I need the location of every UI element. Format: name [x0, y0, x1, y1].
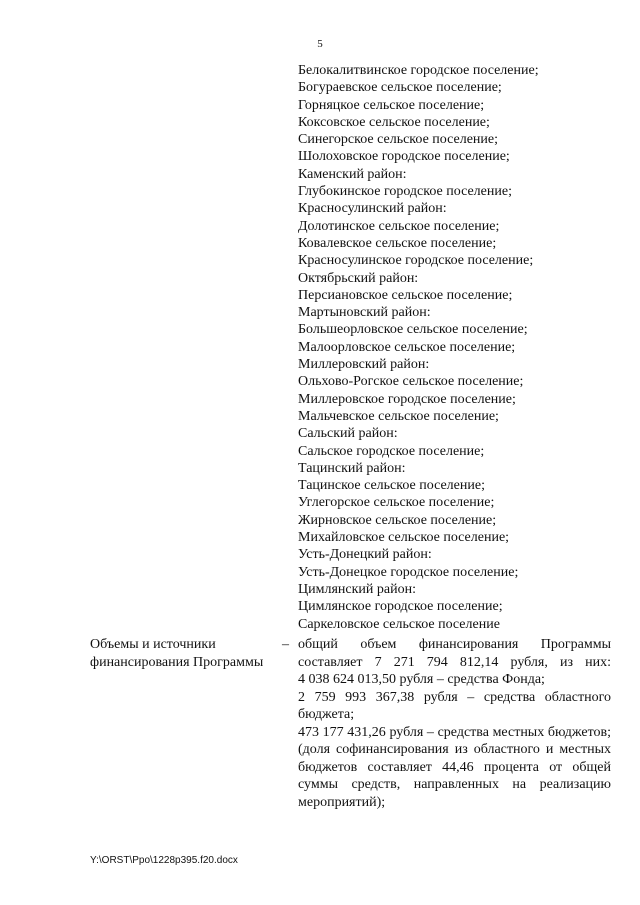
settlement-line: Тацинский район:	[298, 460, 406, 476]
file-path: Y:\ORST\Ppo\1228p395.f20.docx	[90, 855, 238, 866]
settlement-line: Ольхово-Рогское сельское поселение;	[298, 374, 524, 390]
financing-paragraph: (доля софинансирования из областного и местных бюджетов составляет 44,46 процента от общей суммы средств, направленных на реализацию мероприятий);	[298, 742, 611, 810]
settlement-line: Горняцкое сельское поселение;	[298, 97, 485, 113]
settlement-line: Михайловское сельское поселение;	[298, 530, 510, 546]
settlement-line: Цимлянское городское поселение;	[298, 599, 503, 615]
settlement-line: Тацинское сельское поселение;	[298, 478, 485, 494]
settlement-line: Шолоховское городское поселение;	[298, 149, 510, 165]
settlement-line: Мартыновский район:	[298, 305, 431, 321]
settlement-line: Персиановское сельское поселение;	[298, 287, 513, 303]
page-number: 5	[317, 38, 323, 50]
settlement-line: Глубокинское городское поселение;	[298, 184, 512, 200]
settlements-list	[298, 62, 618, 633]
settlement-line: Большеорловское сельское поселение;	[298, 322, 528, 338]
financing-paragraph: общий объем финансирования Программы составляет 7 271 794 812,14 рубля, из них:	[298, 637, 611, 670]
settlement-line: Октябрьский район:	[298, 270, 419, 286]
financing-label: Объемы и источники финансирования Программы	[90, 637, 264, 670]
settlement-line: Красносулинское городское поселение;	[298, 253, 534, 269]
settlement-line: Усть-Донецкое городское поселение;	[298, 564, 519, 580]
settlement-line: Саркеловское сельское поселение	[298, 616, 500, 632]
settlement-line: Цимлянский район:	[298, 581, 416, 597]
settlement-line: Мальчевское сельское поселение;	[298, 408, 499, 424]
settlement-line: Усть-Донецкий район:	[298, 547, 432, 563]
settlement-line: Малоорловское сельское поселение;	[298, 339, 516, 355]
settlement-line: Жирновское сельское поселение;	[298, 512, 497, 528]
financing-dash: –	[282, 637, 289, 652]
settlement-line: Углегорское сельское поселение;	[298, 495, 495, 511]
settlement-line: Сальский район:	[298, 426, 398, 442]
settlement-line: Сальское городское поселение;	[298, 443, 485, 459]
financing-paragraph: 473 177 431,26 рубля – средства местных бюджетов;	[298, 724, 611, 740]
settlement-line: Белокалитвинское городское поселение;	[298, 63, 539, 78]
financing-body	[298, 636, 611, 811]
settlement-line: Коксовское сельское поселение;	[298, 114, 490, 130]
settlement-line: Богураевское сельское поселение;	[298, 80, 502, 96]
settlement-line: Долотинское сельское поселение;	[298, 218, 500, 234]
financing-paragraph: 2 759 993 367,38 рубля – средства областного бюджета;	[298, 689, 611, 722]
settlement-line: Миллеровский район:	[298, 357, 430, 373]
settlement-line: Миллеровское городское поселение;	[298, 391, 516, 407]
settlement-line: Синегорское сельское поселение;	[298, 132, 499, 148]
settlement-line: Ковалевское сельское поселение;	[298, 235, 497, 251]
settlement-line: Красносулинский район:	[298, 201, 447, 217]
settlement-line: Каменский район:	[298, 166, 407, 182]
financing-paragraph: 4 038 624 013,50 рубля – средства Фонда;	[298, 672, 545, 687]
